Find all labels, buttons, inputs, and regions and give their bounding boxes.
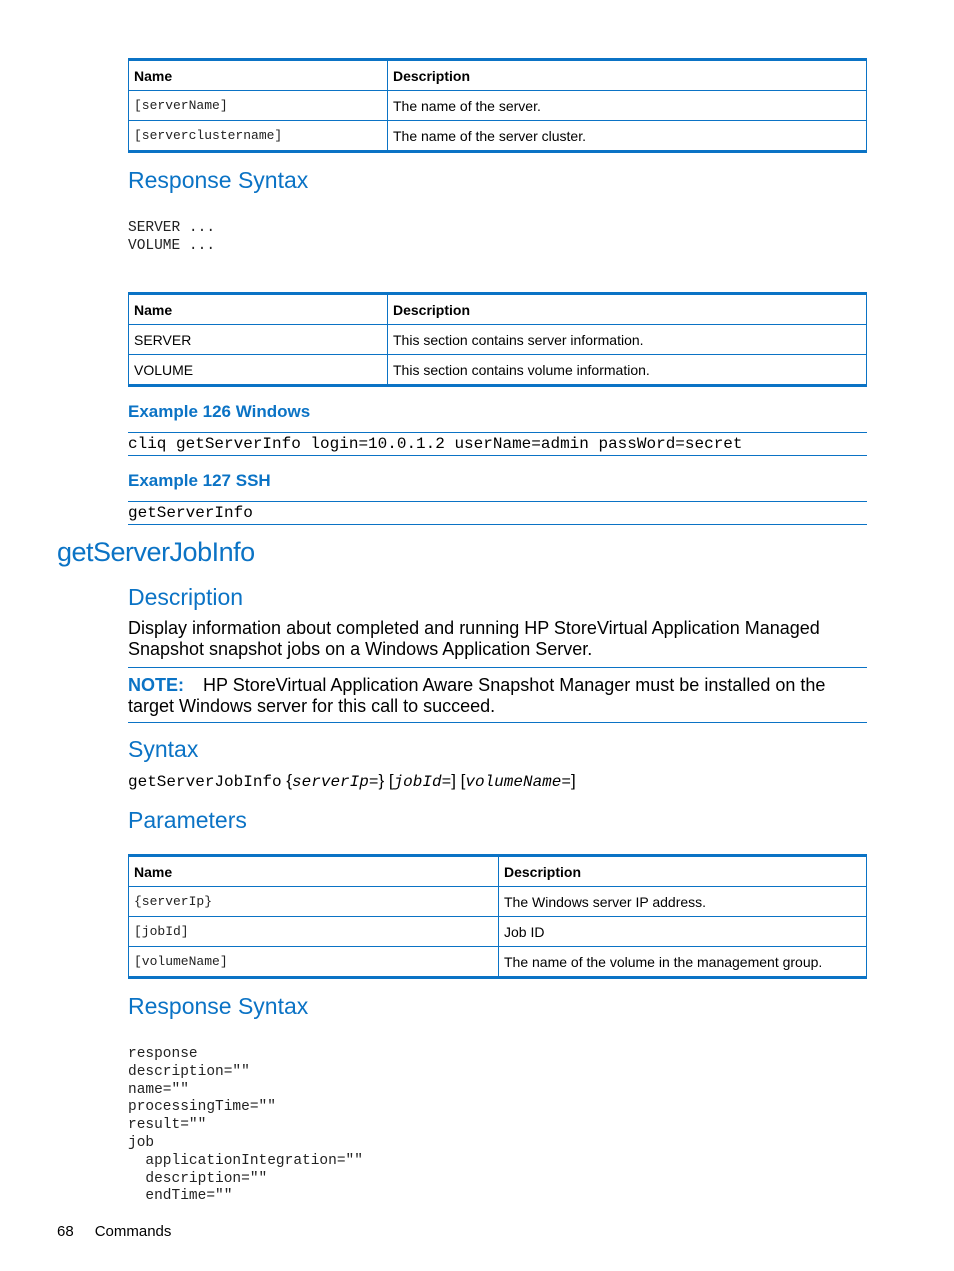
note-top-rule: [128, 667, 867, 668]
syntax-brace: ] [: [451, 771, 466, 790]
table-row: [129, 917, 867, 947]
syntax-arg-jobid: jobId=: [393, 773, 452, 791]
header-name: Name: [129, 856, 499, 887]
syntax-command: getServerJobInfo: [128, 773, 282, 791]
syntax-heading: Syntax: [128, 736, 199, 762]
param-name: {serverIp}: [129, 887, 499, 917]
param-description: The name of the server cluster.: [388, 121, 867, 152]
parameters-table-server: [128, 58, 867, 153]
description-heading: Description: [128, 584, 244, 610]
parameters-heading: Parameters: [128, 807, 247, 833]
table-row: [129, 91, 867, 121]
response-syntax-heading: Response Syntax: [128, 167, 309, 193]
section-description: This section contains volume information.: [388, 355, 867, 386]
note-bottom-rule: [128, 722, 867, 723]
response-syntax-heading-2: Response Syntax: [128, 993, 309, 1019]
footer-section: Commands: [94, 1223, 172, 1240]
table-row: [129, 121, 867, 152]
note-label: NOTE:: [128, 675, 184, 695]
section-description: This section contains server information.: [388, 325, 867, 355]
note-text: HP StoreVirtual Application Aware Snapshot Manager must be installed on the target Windows server for this call to succeed.: [128, 675, 826, 716]
table-row: [129, 947, 867, 978]
syntax-brace: {: [281, 771, 293, 790]
table-row: [129, 325, 867, 355]
table-row: [129, 887, 867, 917]
page-number: 68: [57, 1223, 74, 1240]
response-sections-table: [128, 292, 867, 387]
table-header-row: [129, 60, 867, 91]
example-126-code: cliq getServerInfo login=10.0.1.2 userName=admin passWord=secret: [128, 432, 867, 456]
example-127-code: getServerInfo: [128, 501, 867, 525]
syntax-arg-volumename: volumeName=: [465, 773, 571, 791]
table-header-row: [129, 856, 867, 887]
header-description: Description: [388, 294, 867, 325]
param-name: [serverName]: [129, 91, 388, 121]
header-description: Description: [499, 856, 867, 887]
syntax-line: [128, 771, 576, 791]
syntax-brace: } [: [378, 771, 394, 790]
section-name: VOLUME: [129, 355, 388, 386]
param-description: Job ID: [499, 917, 867, 947]
param-name: [serverclustername]: [129, 121, 388, 152]
section-name: SERVER: [129, 325, 388, 355]
header-description: Description: [388, 60, 867, 91]
note-box: [128, 675, 873, 717]
table-header-row: [129, 294, 867, 325]
param-description: The Windows server IP address.: [499, 887, 867, 917]
param-description: The name of the volume in the management group.: [499, 947, 867, 978]
page-footer: [57, 1223, 171, 1240]
syntax-brace: ]: [570, 771, 576, 790]
response-syntax-code: SERVER ... VOLUME ...: [128, 220, 216, 254]
example-126-title: Example 126 Windows: [128, 402, 311, 421]
command-title: getServerJobInfo: [57, 537, 255, 567]
header-name: Name: [129, 60, 388, 91]
header-name: Name: [129, 294, 388, 325]
parameters-table-jobinfo: [128, 854, 867, 979]
param-name: [volumeName]: [129, 947, 499, 978]
param-description: The name of the server.: [388, 91, 867, 121]
example-127-title: Example 127 SSH: [128, 471, 271, 490]
param-name: [jobId]: [129, 917, 499, 947]
response-syntax-code-2: response description="" name="" processingTime="" result="" job applicationIntegration="" description="" endTime="": [128, 1046, 363, 1205]
description-text: Display information about completed and running HP StoreVirtual Application Managed Snapshot snapshot jobs on a Windows Application Server.: [128, 618, 820, 659]
syntax-arg-serverip: serverIp=: [292, 773, 379, 791]
table-row: [129, 355, 867, 386]
